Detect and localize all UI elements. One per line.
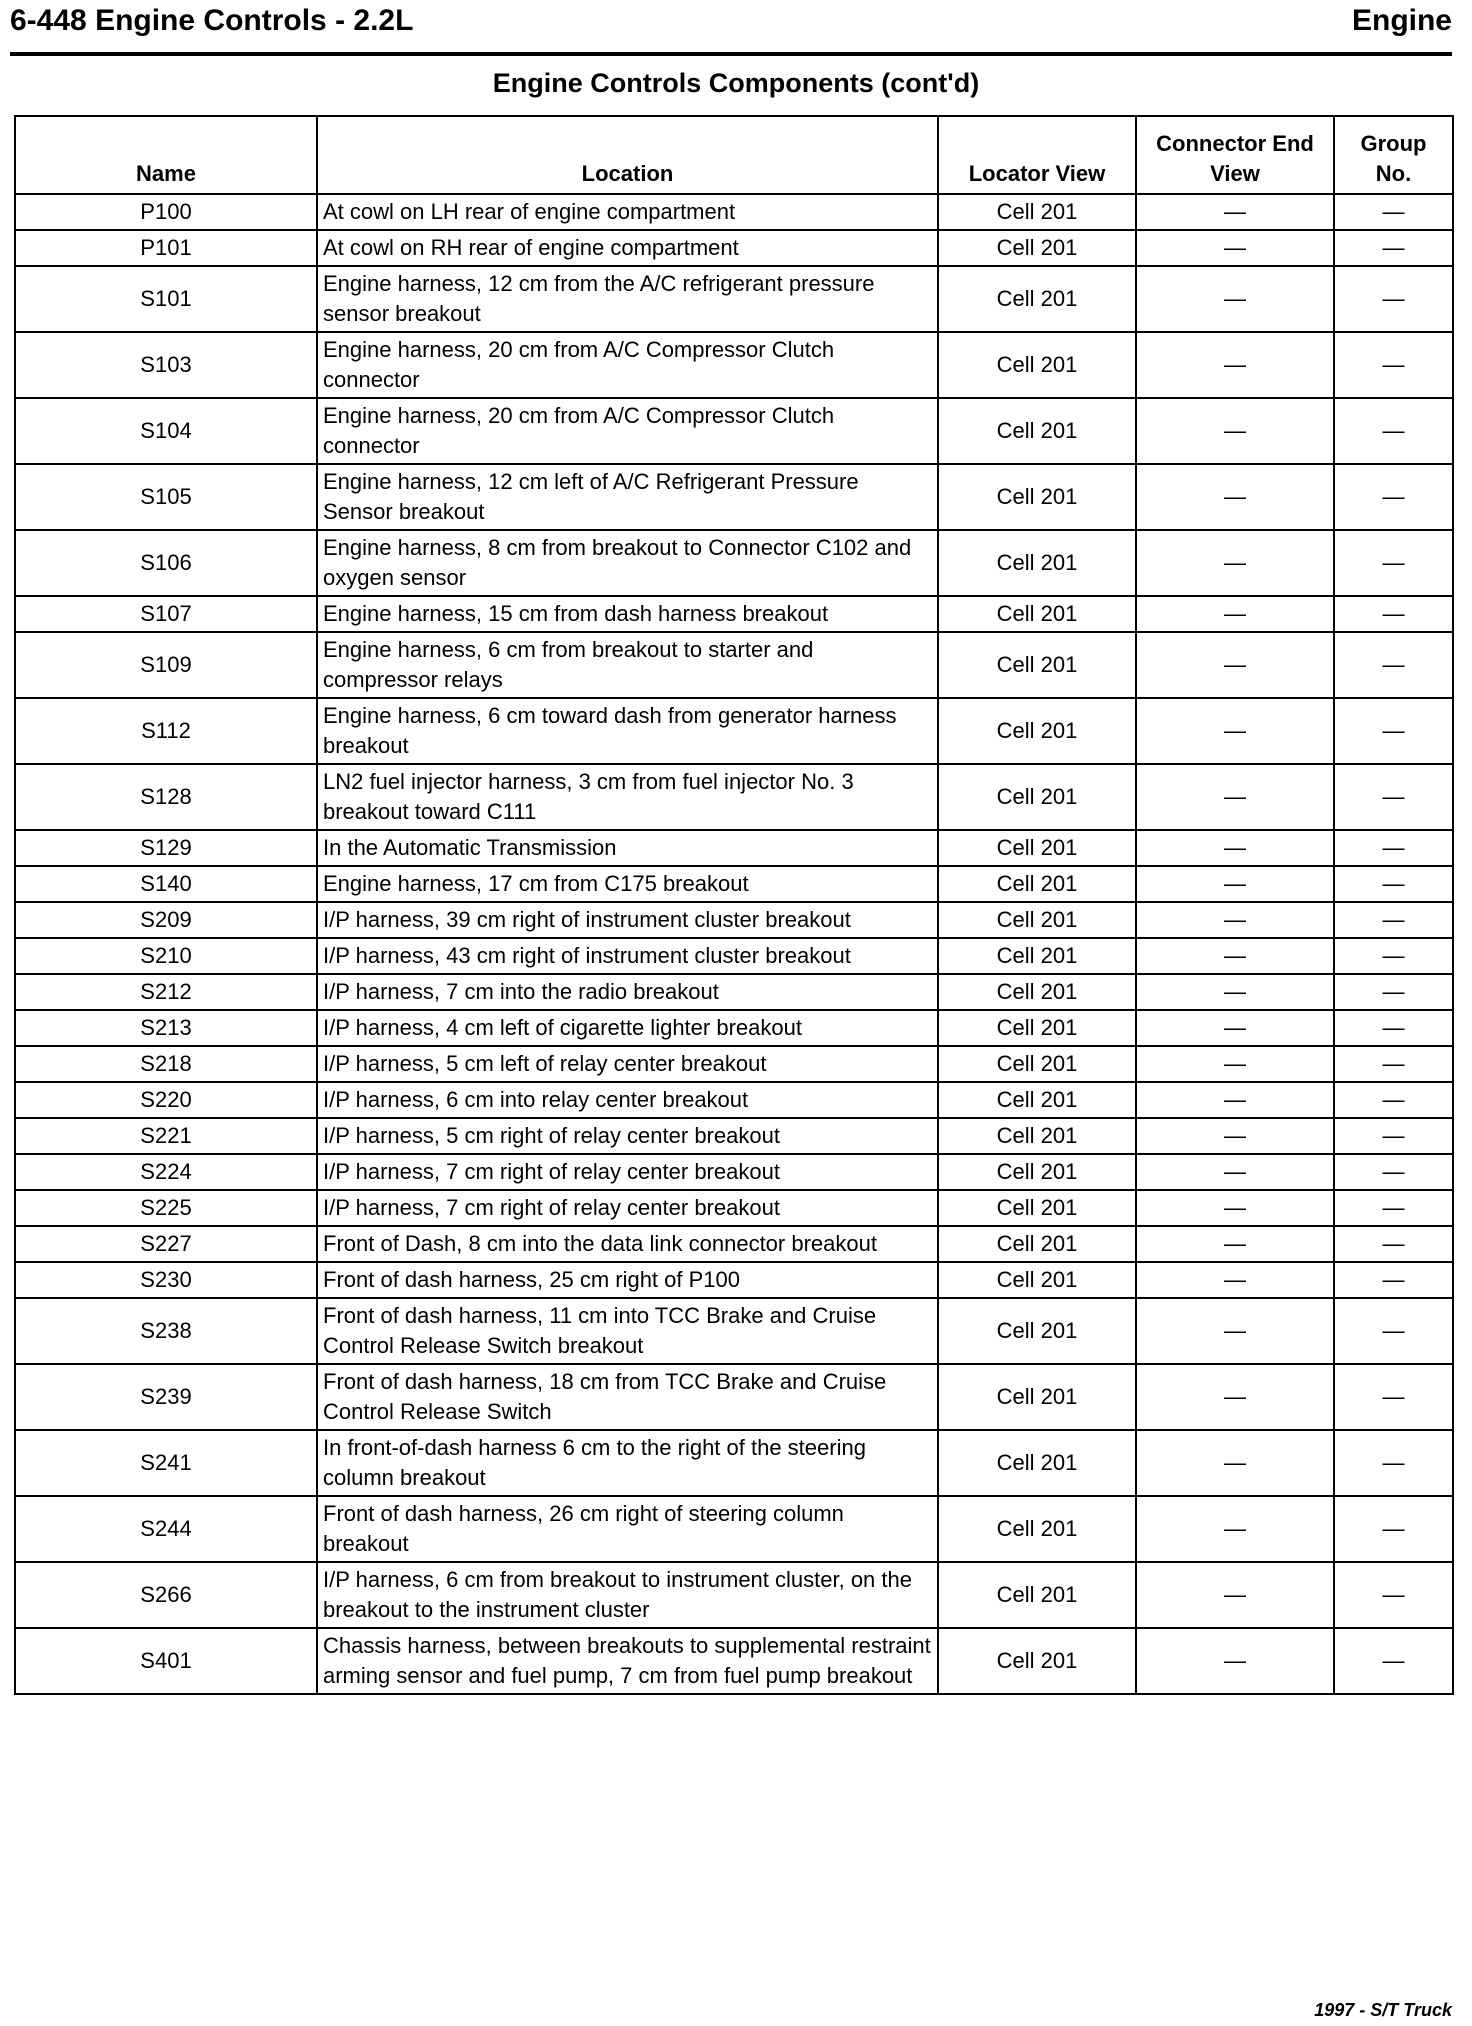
cell-locator-view: Cell 201: [938, 830, 1136, 866]
cell-connector-end-view: —: [1136, 1226, 1334, 1262]
cell-group-no: —: [1334, 1118, 1453, 1154]
table-row: [15, 464, 1453, 530]
cell-group-no: —: [1334, 1010, 1453, 1046]
cell-connector-end-view: —: [1136, 1496, 1334, 1562]
cell-name: S230: [15, 1262, 317, 1298]
cell-name: P101: [15, 230, 317, 266]
cell-name: S225: [15, 1190, 317, 1226]
cell-connector-end-view: —: [1136, 698, 1334, 764]
cell-location: I/P harness, 7 cm right of relay center breakout: [317, 1154, 938, 1190]
cell-locator-view: Cell 201: [938, 764, 1136, 830]
cell-connector-end-view: —: [1136, 1298, 1334, 1364]
cell-locator-view: Cell 201: [938, 194, 1136, 230]
cell-group-no: —: [1334, 902, 1453, 938]
cell-location: Engine harness, 6 cm from breakout to starter and compressor relays: [317, 632, 938, 698]
cell-connector-end-view: —: [1136, 1046, 1334, 1082]
cell-location: LN2 fuel injector harness, 3 cm from fuel injector No. 3 breakout toward C111: [317, 764, 938, 830]
cell-locator-view: Cell 201: [938, 1118, 1136, 1154]
cell-location: Engine harness, 15 cm from dash harness breakout: [317, 596, 938, 632]
cell-group-no: —: [1334, 530, 1453, 596]
table-row: [15, 902, 1453, 938]
cell-connector-end-view: —: [1136, 632, 1334, 698]
column-header-connector-end-view: Connector End View: [1136, 116, 1334, 194]
page-header: [10, 0, 1452, 56]
cell-group-no: —: [1334, 266, 1453, 332]
cell-name: S104: [15, 398, 317, 464]
cell-locator-view: Cell 201: [938, 398, 1136, 464]
cell-name: S109: [15, 632, 317, 698]
cell-location: At cowl on LH rear of engine compartment: [317, 194, 938, 230]
cell-group-no: —: [1334, 332, 1453, 398]
cell-locator-view: Cell 201: [938, 1010, 1136, 1046]
table-row: [15, 1628, 1453, 1694]
cell-locator-view: Cell 201: [938, 464, 1136, 530]
cell-location: I/P harness, 6 cm from breakout to instrument cluster, on the breakout to the instrument cluster: [317, 1562, 938, 1628]
cell-group-no: —: [1334, 1190, 1453, 1226]
cell-locator-view: Cell 201: [938, 866, 1136, 902]
cell-locator-view: Cell 201: [938, 1262, 1136, 1298]
cell-location: I/P harness, 7 cm right of relay center breakout: [317, 1190, 938, 1226]
cell-group-no: —: [1334, 464, 1453, 530]
cell-group-no: —: [1334, 866, 1453, 902]
cell-name: S101: [15, 266, 317, 332]
cell-group-no: —: [1334, 764, 1453, 830]
cell-name: S244: [15, 1496, 317, 1562]
table-row: [15, 332, 1453, 398]
table-row: [15, 1118, 1453, 1154]
cell-group-no: —: [1334, 1046, 1453, 1082]
cell-connector-end-view: —: [1136, 464, 1334, 530]
table-title: Engine Controls Components (cont'd): [492, 68, 980, 98]
cell-name: S105: [15, 464, 317, 530]
cell-connector-end-view: —: [1136, 1628, 1334, 1694]
table-row: [15, 398, 1453, 464]
cell-locator-view: Cell 201: [938, 902, 1136, 938]
cell-name: S210: [15, 938, 317, 974]
cell-location: Front of dash harness, 25 cm right of P100: [317, 1262, 938, 1298]
cell-name: S221: [15, 1118, 317, 1154]
cell-group-no: —: [1334, 1364, 1453, 1430]
cell-group-no: —: [1334, 1082, 1453, 1118]
cell-connector-end-view: —: [1136, 1010, 1334, 1046]
cell-locator-view: Cell 201: [938, 1364, 1136, 1430]
cell-location: I/P harness, 5 cm right of relay center breakout: [317, 1118, 938, 1154]
cell-locator-view: Cell 201: [938, 1496, 1136, 1562]
cell-location: I/P harness, 39 cm right of instrument cluster breakout: [317, 902, 938, 938]
cell-name: S106: [15, 530, 317, 596]
cell-name: S112: [15, 698, 317, 764]
cell-connector-end-view: —: [1136, 1562, 1334, 1628]
cell-location: Chassis harness, between breakouts to supplemental restraint arming sensor and fuel pump, 7 cm from fuel pump breakout: [317, 1628, 938, 1694]
cell-locator-view: Cell 201: [938, 1190, 1136, 1226]
cell-name: S129: [15, 830, 317, 866]
table-row: [15, 1364, 1453, 1430]
column-header-group-no: Group No.: [1334, 116, 1453, 194]
cell-locator-view: Cell 201: [938, 1082, 1136, 1118]
cell-group-no: —: [1334, 698, 1453, 764]
cell-name: S128: [15, 764, 317, 830]
cell-connector-end-view: —: [1136, 530, 1334, 596]
cell-location: I/P harness, 6 cm into relay center breakout: [317, 1082, 938, 1118]
cell-location: Front of dash harness, 11 cm into TCC Brake and Cruise Control Release Switch breakout: [317, 1298, 938, 1364]
cell-locator-view: Cell 201: [938, 1298, 1136, 1364]
table-row: [15, 1430, 1453, 1496]
table-row: [15, 1226, 1453, 1262]
cell-locator-view: Cell 201: [938, 332, 1136, 398]
cell-connector-end-view: —: [1136, 596, 1334, 632]
cell-name: S212: [15, 974, 317, 1010]
cell-group-no: —: [1334, 398, 1453, 464]
cell-location: Front of Dash, 8 cm into the data link connector breakout: [317, 1226, 938, 1262]
cell-locator-view: Cell 201: [938, 1226, 1136, 1262]
table-row: [15, 698, 1453, 764]
cell-name: S266: [15, 1562, 317, 1628]
cell-location: Engine harness, 20 cm from A/C Compressor Clutch connector: [317, 398, 938, 464]
cell-connector-end-view: —: [1136, 830, 1334, 866]
cell-group-no: —: [1334, 1298, 1453, 1364]
cell-location: I/P harness, 7 cm into the radio breakout: [317, 974, 938, 1010]
cell-locator-view: Cell 201: [938, 698, 1136, 764]
cell-locator-view: Cell 201: [938, 1154, 1136, 1190]
cell-group-no: —: [1334, 1154, 1453, 1190]
cell-name: P100: [15, 194, 317, 230]
cell-location: Front of dash harness, 26 cm right of steering column breakout: [317, 1496, 938, 1562]
cell-group-no: —: [1334, 194, 1453, 230]
cell-location: Engine harness, 17 cm from C175 breakout: [317, 866, 938, 902]
table-row: [15, 866, 1453, 902]
cell-connector-end-view: —: [1136, 1154, 1334, 1190]
table-header-row: [15, 116, 1453, 194]
cell-name: S224: [15, 1154, 317, 1190]
cell-locator-view: Cell 201: [938, 974, 1136, 1010]
cell-location: At cowl on RH rear of engine compartment: [317, 230, 938, 266]
cell-locator-view: Cell 201: [938, 938, 1136, 974]
cell-name: S227: [15, 1226, 317, 1262]
cell-location: In the Automatic Transmission: [317, 830, 938, 866]
cell-connector-end-view: —: [1136, 332, 1334, 398]
cell-connector-end-view: —: [1136, 866, 1334, 902]
table-row: [15, 1262, 1453, 1298]
cell-location: Front of dash harness, 18 cm from TCC Brake and Cruise Control Release Switch: [317, 1364, 938, 1430]
cell-connector-end-view: —: [1136, 1190, 1334, 1226]
cell-group-no: —: [1334, 1430, 1453, 1496]
cell-group-no: —: [1334, 1562, 1453, 1628]
cell-connector-end-view: —: [1136, 1364, 1334, 1430]
column-header-location: Location: [317, 116, 938, 194]
table-row: [15, 1562, 1453, 1628]
components-table: [14, 115, 1454, 1695]
footer-vehicle: 1997 - S/T Truck: [1314, 2000, 1452, 2020]
cell-location: Engine harness, 12 cm from the A/C refrigerant pressure sensor breakout: [317, 266, 938, 332]
cell-name: S209: [15, 902, 317, 938]
cell-name: S220: [15, 1082, 317, 1118]
cell-group-no: —: [1334, 230, 1453, 266]
cell-location: I/P harness, 43 cm right of instrument cluster breakout: [317, 938, 938, 974]
cell-connector-end-view: —: [1136, 266, 1334, 332]
cell-connector-end-view: —: [1136, 230, 1334, 266]
cell-group-no: —: [1334, 1226, 1453, 1262]
cell-name: S401: [15, 1628, 317, 1694]
cell-group-no: —: [1334, 632, 1453, 698]
cell-locator-view: Cell 201: [938, 1046, 1136, 1082]
cell-locator-view: Cell 201: [938, 1562, 1136, 1628]
table-row: [15, 632, 1453, 698]
cell-group-no: —: [1334, 1628, 1453, 1694]
cell-group-no: —: [1334, 1262, 1453, 1298]
table-row: [15, 974, 1453, 1010]
table-row: [15, 194, 1453, 230]
table-row: [15, 530, 1453, 596]
cell-locator-view: Cell 201: [938, 266, 1136, 332]
cell-connector-end-view: —: [1136, 902, 1334, 938]
cell-group-no: —: [1334, 830, 1453, 866]
table-row: [15, 1010, 1453, 1046]
cell-connector-end-view: —: [1136, 1082, 1334, 1118]
table-row: [15, 938, 1453, 974]
column-header-name: Name: [15, 116, 317, 194]
cell-connector-end-view: —: [1136, 1118, 1334, 1154]
cell-name: S213: [15, 1010, 317, 1046]
table-row: [15, 230, 1453, 266]
cell-connector-end-view: —: [1136, 194, 1334, 230]
cell-group-no: —: [1334, 974, 1453, 1010]
cell-locator-view: Cell 201: [938, 530, 1136, 596]
table-row: [15, 1154, 1453, 1190]
table-row: [15, 1298, 1453, 1364]
cell-name: S238: [15, 1298, 317, 1364]
cell-locator-view: Cell 201: [938, 596, 1136, 632]
cell-location: In front-of-dash harness 6 cm to the right of the steering column breakout: [317, 1430, 938, 1496]
cell-connector-end-view: —: [1136, 398, 1334, 464]
table-row: [15, 830, 1453, 866]
table-row: [15, 1046, 1453, 1082]
section-name: Engine: [1351, 4, 1452, 37]
cell-name: S241: [15, 1430, 317, 1496]
cell-locator-view: Cell 201: [938, 632, 1136, 698]
cell-group-no: —: [1334, 596, 1453, 632]
cell-connector-end-view: —: [1136, 938, 1334, 974]
cell-name: S140: [15, 866, 317, 902]
page-number-title: 6-448 Engine Controls - 2.2L: [10, 4, 414, 37]
table-row: [15, 1496, 1453, 1562]
cell-name: S103: [15, 332, 317, 398]
cell-connector-end-view: —: [1136, 764, 1334, 830]
cell-locator-view: Cell 201: [938, 1430, 1136, 1496]
cell-locator-view: Cell 201: [938, 230, 1136, 266]
cell-location: Engine harness, 8 cm from breakout to Connector C102 and oxygen sensor: [317, 530, 938, 596]
cell-location: I/P harness, 5 cm left of relay center breakout: [317, 1046, 938, 1082]
cell-name: S239: [15, 1364, 317, 1430]
cell-name: S107: [15, 596, 317, 632]
table-row: [15, 266, 1453, 332]
cell-group-no: —: [1334, 1496, 1453, 1562]
table-row: [15, 764, 1453, 830]
cell-group-no: —: [1334, 938, 1453, 974]
table-row: [15, 1190, 1453, 1226]
cell-connector-end-view: —: [1136, 1262, 1334, 1298]
cell-location: I/P harness, 4 cm left of cigarette lighter breakout: [317, 1010, 938, 1046]
table-row: [15, 1082, 1453, 1118]
cell-location: Engine harness, 6 cm toward dash from generator harness breakout: [317, 698, 938, 764]
column-header-locator-view: Locator View: [938, 116, 1136, 194]
cell-location: Engine harness, 20 cm from A/C Compressor Clutch connector: [317, 332, 938, 398]
table-row: [15, 596, 1453, 632]
cell-location: Engine harness, 12 cm left of A/C Refrigerant Pressure Sensor breakout: [317, 464, 938, 530]
cell-name: S218: [15, 1046, 317, 1082]
cell-connector-end-view: —: [1136, 974, 1334, 1010]
cell-connector-end-view: —: [1136, 1430, 1334, 1496]
cell-locator-view: Cell 201: [938, 1628, 1136, 1694]
